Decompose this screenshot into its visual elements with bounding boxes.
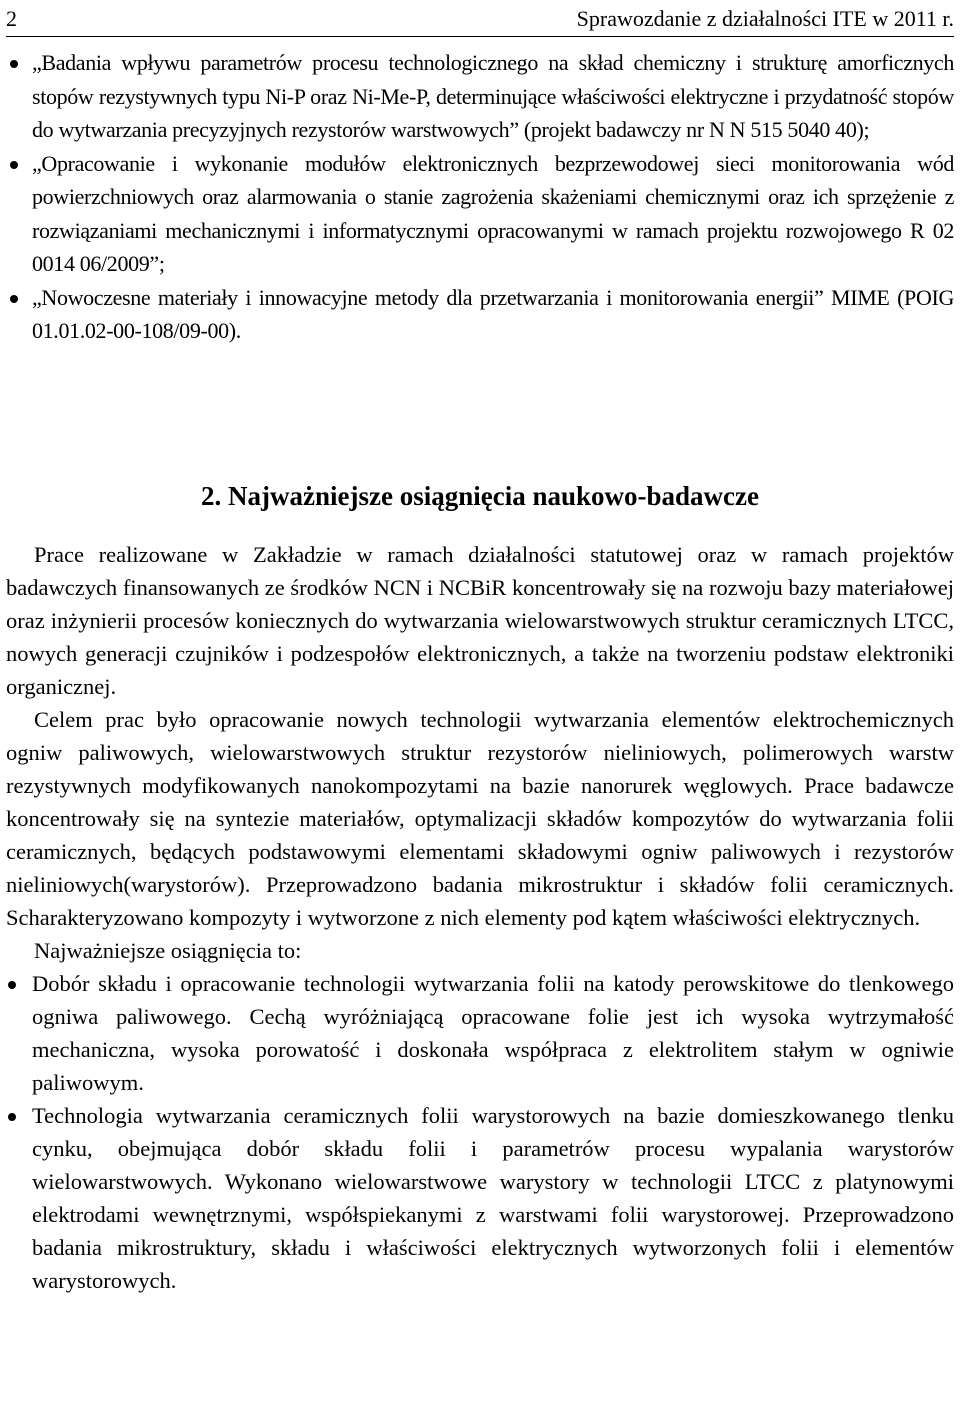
running-title: Sprawozdanie z działalności ITE w 2011 r. <box>576 6 954 31</box>
bullet-icon <box>10 60 18 68</box>
paragraph: Prace realizowane w Zakładzie w ramach działalności statutowej oraz w ramach projektów badawczych finansowanych ze środków NCN i NCBiR koncentrowały się na rozwoju bazy materiałowej oraz inżynierii procesów koniecznych do wytwarzania wielowarstwowych struktur ceramicznych LTCC, nowych generacji czujników i podzespołów elektronicznych, a także na tworzeniu podstaw elektroniki organicznej. <box>6 542 954 699</box>
list-item-text: Dobór składu i opracowanie technologii wytwarzania folii na katody perowskitowe do tlenkowego ogniwa paliwowego. Cechą wyróżniającą opracowane folie jest ich wysoka wytrzymałość mechaniczna, wysoka porowatość i doskonała współpraca z elektrolitem stałym w ogniwie paliwowym. <box>32 971 954 1095</box>
bullet-icon <box>10 161 18 169</box>
list-item <box>6 1099 954 1297</box>
list-item-text: Technologia wytwarzania ceramicznych folii warystorowych na bazie domieszkowanego tlenku cynku, obejmująca dobór składu folii i parametrów procesu wypalania warystorów wielowarstwowych. Wykonano wielowarstwowe warystory w technologii LTCC z platynowymi elektrodami wewnętrznymi, współspiekanymi z warstwami folii warystorowej. Przeprowadzono badania mikrostruktury, składu i właściwości elektrycznych wytworzonych folii i elementów warystorowych. <box>32 1103 954 1293</box>
list-item <box>6 967 954 1099</box>
list-item-text: „Nowoczesne materiały i innowacyjne metody dla przetwarzania i monitorowania energii” MIME (POIG 01.01.02-00-108/09-00). <box>32 284 954 343</box>
list-item-text: „Opracowanie i wykonanie modułów elektronicznych bezprzewodowej sieci monitorowania wód powierzchniowych oraz alarmowania o stanie zagrożenia skażeniami chemicznymi oraz ich sprzężenie z rozwiązaniami mechanicznymi i informatycznymi opracowanymi w ramach projektu rozwojowego R 02 0014 06/2009”; <box>32 150 954 276</box>
projects-list <box>32 46 954 348</box>
list-item <box>32 147 954 281</box>
page-header <box>6 6 954 37</box>
list-item <box>32 281 954 348</box>
achievements-list <box>6 967 954 1297</box>
section-body <box>6 538 954 1297</box>
bullet-icon <box>8 1113 16 1121</box>
list-item-text: „Badania wpływu parametrów procesu technologicznego na skład chemiczny i strukturę amorficznych stopów rezystywnych typu Ni-P oraz Ni-Me-P, determinujące właściwości elektryczne i przydatność stopów do wytwarzania precyzyjnych rezystorów warstwowych” (projekt badawczy nr N N 515 5040 40); <box>32 50 954 142</box>
page-number: 2 <box>6 6 17 31</box>
list-item <box>32 46 954 147</box>
bullet-icon <box>8 981 16 989</box>
paragraph: Najważniejsze osiągnięcia to: <box>34 938 302 963</box>
bullet-icon <box>10 295 18 303</box>
paragraph: Celem prac było opracowanie nowych technologii wytwarzania elementów elektrochemicznych ogniw paliwowych, wielowarstwowych struktur rezystorów nieliniowych, polimerowych warstw rezystywnych modyfikowanych nanokompozytami na bazie nanorurek węglowych. Prace badawcze koncentrowały się na syntezie materiałów, optymalizacji składów kompozytów do wytwarzania folii ceramicznych, będących podstawowymi elementami składowymi ogniw paliwowych i rezystorów nieliniowych(warystorów). Przeprowadzono badania mikrostruktur i składów folii ceramicznych. Scharakteryzowano kompozyty i wytworzone z nich elementy pod kątem właściwości elektrycznych. <box>6 707 954 930</box>
section-heading: 2. Najważniejsze osiągnięcia naukowo-badawcze <box>201 481 759 511</box>
